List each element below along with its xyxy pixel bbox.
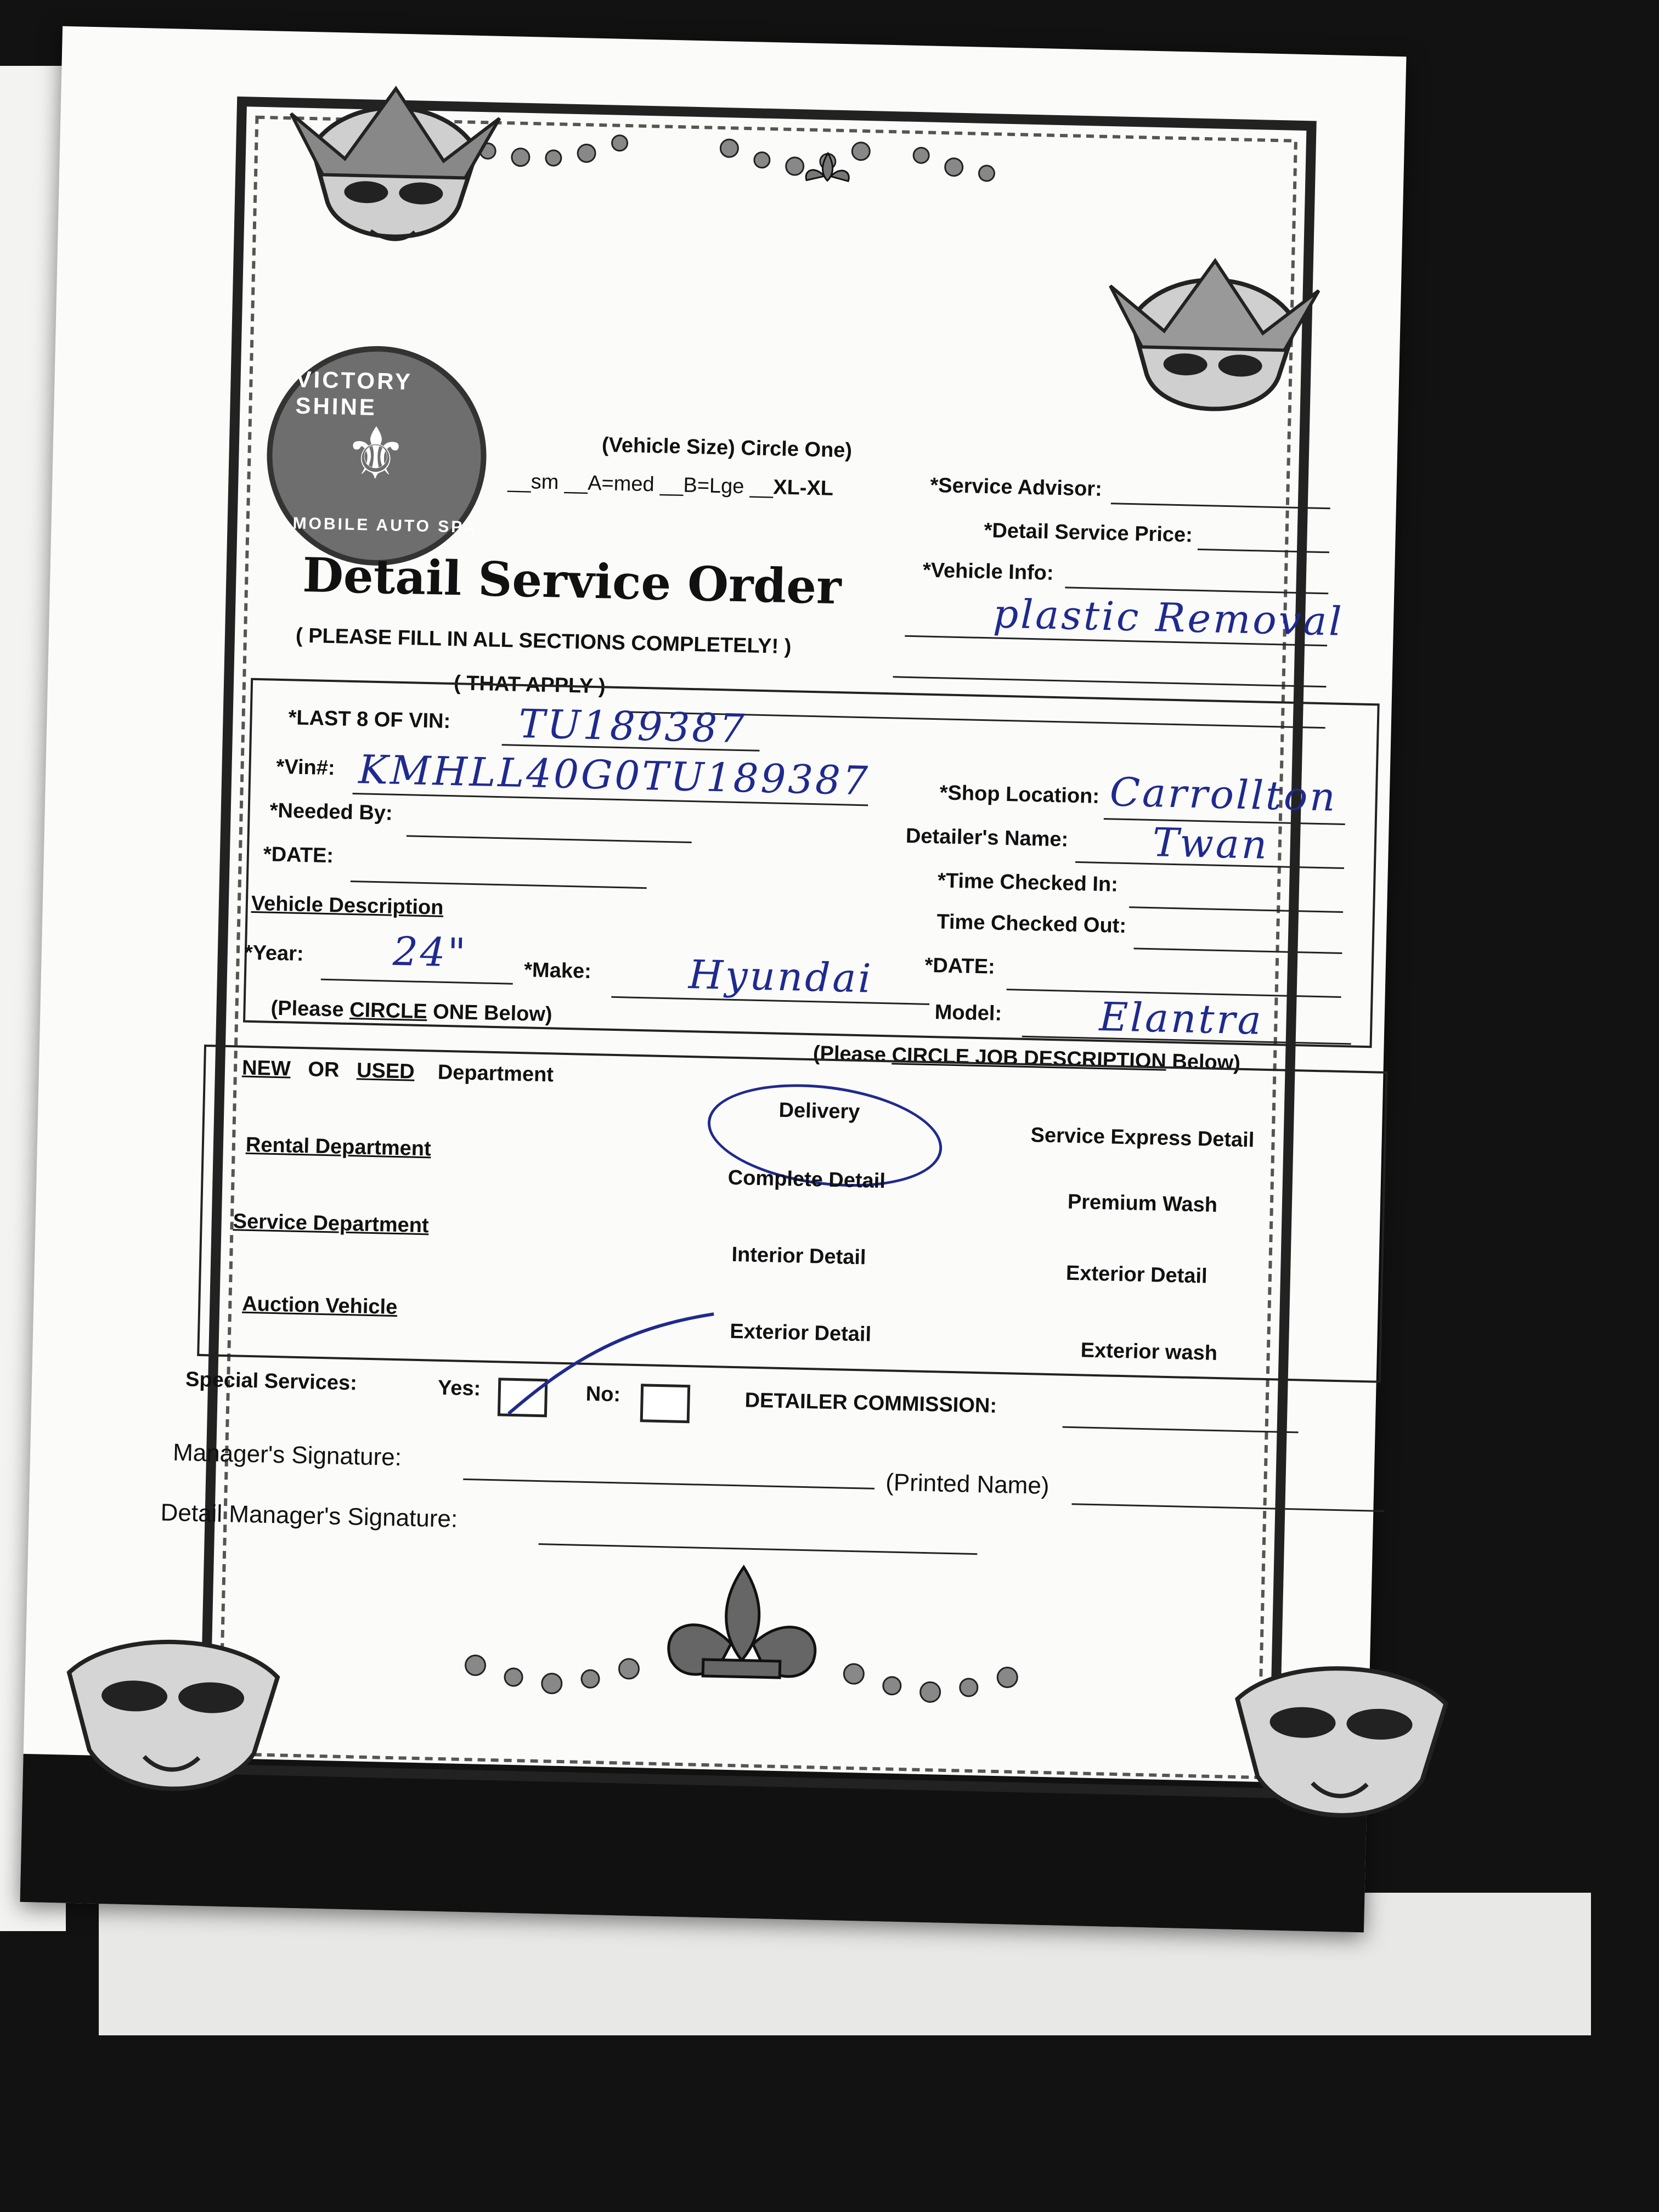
shop-location-label: *Shop Location: (939, 781, 1100, 808)
vin-label: *Vin#: (276, 755, 336, 780)
fleur-de-lis-icon: ⚜ (342, 413, 409, 495)
shop-location-value: Carrollton (1109, 769, 1338, 820)
make-label: *Make: (523, 958, 592, 983)
manager-signature-field[interactable] (463, 1479, 874, 1489)
last8-vin-value: TU189387 (518, 700, 747, 752)
job-service-express[interactable]: Service Express Detail (1030, 1124, 1255, 1152)
size-sm[interactable]: sm (531, 470, 559, 494)
model-value: Elantra (1098, 993, 1264, 1043)
instruction-line-1: ( PLEASE FILL IN ALL SECTIONS COMPLETELY! ) (295, 624, 792, 659)
yes-label: Yes: (437, 1376, 481, 1401)
special-services-no-checkbox[interactable] (640, 1384, 691, 1423)
time-out-label: Time Checked Out: (936, 910, 1127, 938)
size-lge[interactable]: B=Lge (683, 473, 744, 499)
service-advisor-label: *Service Advisor: (930, 473, 1103, 501)
vehicle-info-label: *Vehicle Info: (922, 558, 1054, 585)
dept-department: Department (437, 1060, 554, 1087)
job-interior-detail[interactable]: Interior Detail (731, 1243, 866, 1269)
job-exterior-detail-2[interactable]: Exterior Detail (1065, 1261, 1208, 1288)
date-left-label: *DATE: (263, 843, 334, 868)
no-label: No: (585, 1382, 621, 1407)
job-complete-detail[interactable]: Complete Detail (727, 1166, 886, 1193)
logo-text-top: VICTORY SHINE (295, 366, 413, 420)
vehicle-info-field-3[interactable] (893, 676, 1327, 687)
last8-vin-label: *LAST 8 OF VIN: (288, 706, 451, 733)
time-in-label: *Time Checked In: (937, 869, 1119, 896)
circle-job-instruction: (Please CIRCLE JOB DESCRIPTION Below) (812, 1042, 1241, 1075)
vin-value: KMHLL40G0TU189387 (358, 746, 871, 804)
dept-auction[interactable]: Auction Vehicle (241, 1292, 398, 1319)
page-title: Detail Service Order (302, 547, 842, 616)
make-value: Hyundai (688, 951, 874, 1002)
size-xl[interactable]: XL-XL (772, 476, 834, 500)
dept-used[interactable]: USED (356, 1059, 415, 1084)
detailer-name-value: Twan (1152, 819, 1270, 868)
dept-new[interactable]: NEW (241, 1056, 291, 1081)
model-label: Model: (934, 1001, 1002, 1025)
vehicle-size-header: (Vehicle Size) Circle One) (601, 433, 853, 462)
job-exterior-wash[interactable]: Exterior wash (1080, 1339, 1218, 1365)
year-value: 24" (392, 928, 469, 976)
detail-price-field[interactable] (1198, 549, 1329, 553)
detail-manager-signature-label: Detail Manager's Signature: (160, 1499, 458, 1533)
job-exterior-detail-1[interactable]: Exterior Detail (729, 1319, 872, 1346)
commission-field[interactable] (1063, 1426, 1299, 1434)
detailer-name-label: Detailer's Name: (905, 824, 1069, 851)
instruction-line-2: ( THAT APPLY ) (453, 672, 606, 698)
date-right-label: *DATE: (924, 953, 996, 979)
dept-service[interactable]: Service Department (233, 1210, 430, 1238)
circle-one-instruction: (Please CIRCLE ONE Below) (270, 996, 553, 1026)
vehicle-description-label: Vehicle Description (251, 891, 444, 919)
manager-signature-label: Manager's Signature: (172, 1438, 402, 1471)
job-premium-wash[interactable]: Premium Wash (1067, 1190, 1218, 1217)
year-label: *Year: (244, 941, 304, 966)
logo-text-bottom: MOBILE AUTO SPA (292, 514, 478, 537)
dept-rental[interactable]: Rental Department (245, 1133, 432, 1161)
form-paper (20, 26, 1407, 1933)
size-med[interactable]: A=med (587, 471, 655, 496)
detail-price-label: *Detail Service Price: (984, 518, 1193, 547)
printed-name-label: (Printed Name) (885, 1469, 1050, 1500)
job-delivery[interactable]: Delivery (778, 1098, 860, 1124)
vehicle-info-value: plastic Removal (992, 590, 1345, 645)
detail-manager-signature-field[interactable] (539, 1543, 978, 1555)
needed-by-label: *Needed By: (269, 799, 393, 825)
special-services-label: Special Services: (185, 1368, 358, 1395)
commission-label: DETAILER COMMISSION: (744, 1389, 997, 1418)
size-options: __sm __A=med __B=Lge __XL-XL (507, 470, 834, 500)
printed-name-field[interactable] (1071, 1503, 1384, 1512)
dept-or: OR (307, 1058, 340, 1082)
service-advisor-field[interactable] (1111, 503, 1330, 509)
